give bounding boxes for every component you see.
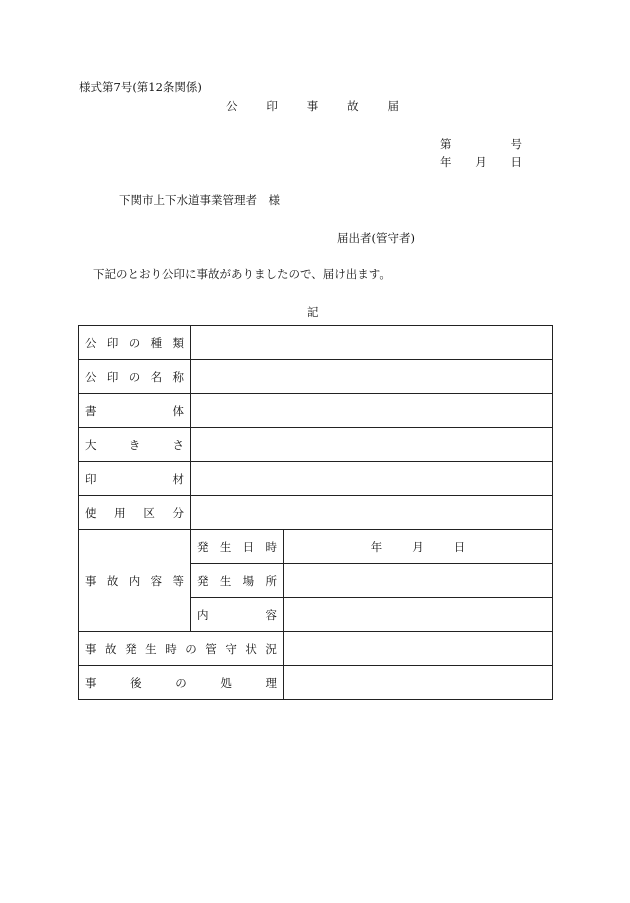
label-char: 処 [220, 675, 232, 690]
label-char: の [175, 675, 187, 690]
value-usage-category[interactable] [191, 496, 553, 530]
label-custody-status [79, 632, 284, 666]
addressee: 下関市上下水道事業管理者 様 [119, 193, 280, 207]
label-char: 故 [105, 641, 117, 656]
label-char: 発 [197, 539, 209, 554]
label-char: 所 [265, 573, 277, 588]
label-char: 種 [150, 335, 163, 350]
table-row [79, 632, 553, 666]
label-char: 発 [197, 573, 209, 588]
label-char: 印 [85, 471, 97, 486]
document-number-line [440, 137, 522, 151]
statement: 下記のとおり公印に事故がありましたので、届け出ます。 [93, 267, 391, 281]
label-size [79, 428, 191, 462]
label-char: 後 [130, 675, 142, 690]
label-char: 材 [172, 471, 184, 486]
label-char: 分 [172, 505, 184, 520]
label-seal-material [79, 462, 191, 496]
title-char: 故 [347, 99, 359, 113]
label-char: 書 [85, 403, 97, 418]
label-char: 容 [150, 573, 163, 588]
label-char: 称 [172, 369, 184, 384]
label-char: 時 [165, 641, 177, 656]
label-char: の [128, 369, 141, 384]
label-char: の [128, 335, 141, 350]
date-day: 日 [453, 539, 466, 554]
label-char: 内 [128, 573, 141, 588]
table-row [79, 428, 553, 462]
value-size[interactable] [191, 428, 553, 462]
form-table [78, 325, 553, 700]
label-char: 生 [219, 573, 232, 588]
label-char: 事 [85, 675, 97, 690]
value-content[interactable] [284, 598, 553, 632]
value-occurrence-place[interactable] [284, 564, 553, 598]
label-char: 印 [106, 369, 119, 384]
label-char: 内 [197, 607, 209, 622]
label-char: 等 [172, 573, 184, 588]
title-char: 印 [266, 99, 278, 113]
value-seal-type[interactable] [191, 326, 553, 360]
label-char: 区 [143, 505, 155, 520]
label-char: 大 [85, 437, 97, 452]
ki-mark: 記 [307, 305, 319, 319]
label-char: 類 [172, 335, 184, 350]
value-typeface[interactable] [191, 394, 553, 428]
submitter-label: 届出者(管守者) [337, 231, 415, 245]
label-char: 生 [219, 539, 232, 554]
label-char: 事 [85, 641, 97, 656]
label-char: 状 [245, 641, 257, 656]
title-char: 公 [226, 99, 238, 113]
label-char: 名 [150, 369, 163, 384]
label-incident-details [79, 530, 191, 632]
label-char: さ [172, 437, 184, 452]
label-aftermath [79, 666, 284, 700]
table-row [79, 360, 553, 394]
table-row [79, 666, 553, 700]
label-seal-name [79, 360, 191, 394]
date-year: 年 [440, 155, 452, 169]
label-char: 体 [172, 403, 184, 418]
document-date-line [440, 155, 522, 169]
table-row [79, 530, 553, 564]
label-char: 事 [85, 573, 97, 588]
label-char: 容 [265, 607, 277, 622]
label-char: 発 [125, 641, 137, 656]
label-char: 場 [242, 573, 255, 588]
value-seal-name[interactable] [191, 360, 553, 394]
label-char: の [185, 641, 197, 656]
title-char: 届 [387, 99, 399, 113]
value-aftermath[interactable] [284, 666, 553, 700]
date-year: 年 [370, 539, 383, 554]
date-month: 月 [475, 155, 487, 169]
document-title [226, 99, 399, 113]
label-char: 公 [85, 369, 97, 384]
label-char: 使 [85, 505, 97, 520]
date-month: 月 [412, 539, 424, 554]
label-char: 印 [106, 335, 119, 350]
label-char: 況 [265, 641, 277, 656]
title-char: 事 [306, 99, 319, 113]
label-usage-category [79, 496, 191, 530]
date-day: 日 [510, 155, 522, 169]
label-seal-type [79, 326, 191, 360]
label-char: 故 [106, 573, 119, 588]
label-char: 日 [242, 539, 255, 554]
table-row [79, 462, 553, 496]
table-row [79, 496, 553, 530]
label-typeface [79, 394, 191, 428]
value-custody-status[interactable] [284, 632, 553, 666]
label-content [191, 598, 284, 632]
number-prefix: 第 [440, 137, 452, 151]
label-char: 用 [114, 505, 126, 520]
label-char: 生 [145, 641, 157, 656]
value-seal-material[interactable] [191, 462, 553, 496]
label-occurrence-datetime [191, 530, 284, 564]
label-occurrence-place [191, 564, 284, 598]
label-char: 時 [265, 539, 277, 554]
form-number: 様式第7号(第12条関係) [79, 80, 202, 94]
number-suffix: 号 [510, 137, 522, 151]
label-char: 公 [85, 335, 97, 350]
label-char: 守 [225, 641, 237, 656]
value-occurrence-datetime[interactable] [284, 530, 553, 564]
table-row [79, 326, 553, 360]
table-row [79, 394, 553, 428]
label-char: 管 [205, 641, 217, 656]
label-char: 理 [265, 675, 277, 690]
label-char: き [128, 437, 141, 452]
